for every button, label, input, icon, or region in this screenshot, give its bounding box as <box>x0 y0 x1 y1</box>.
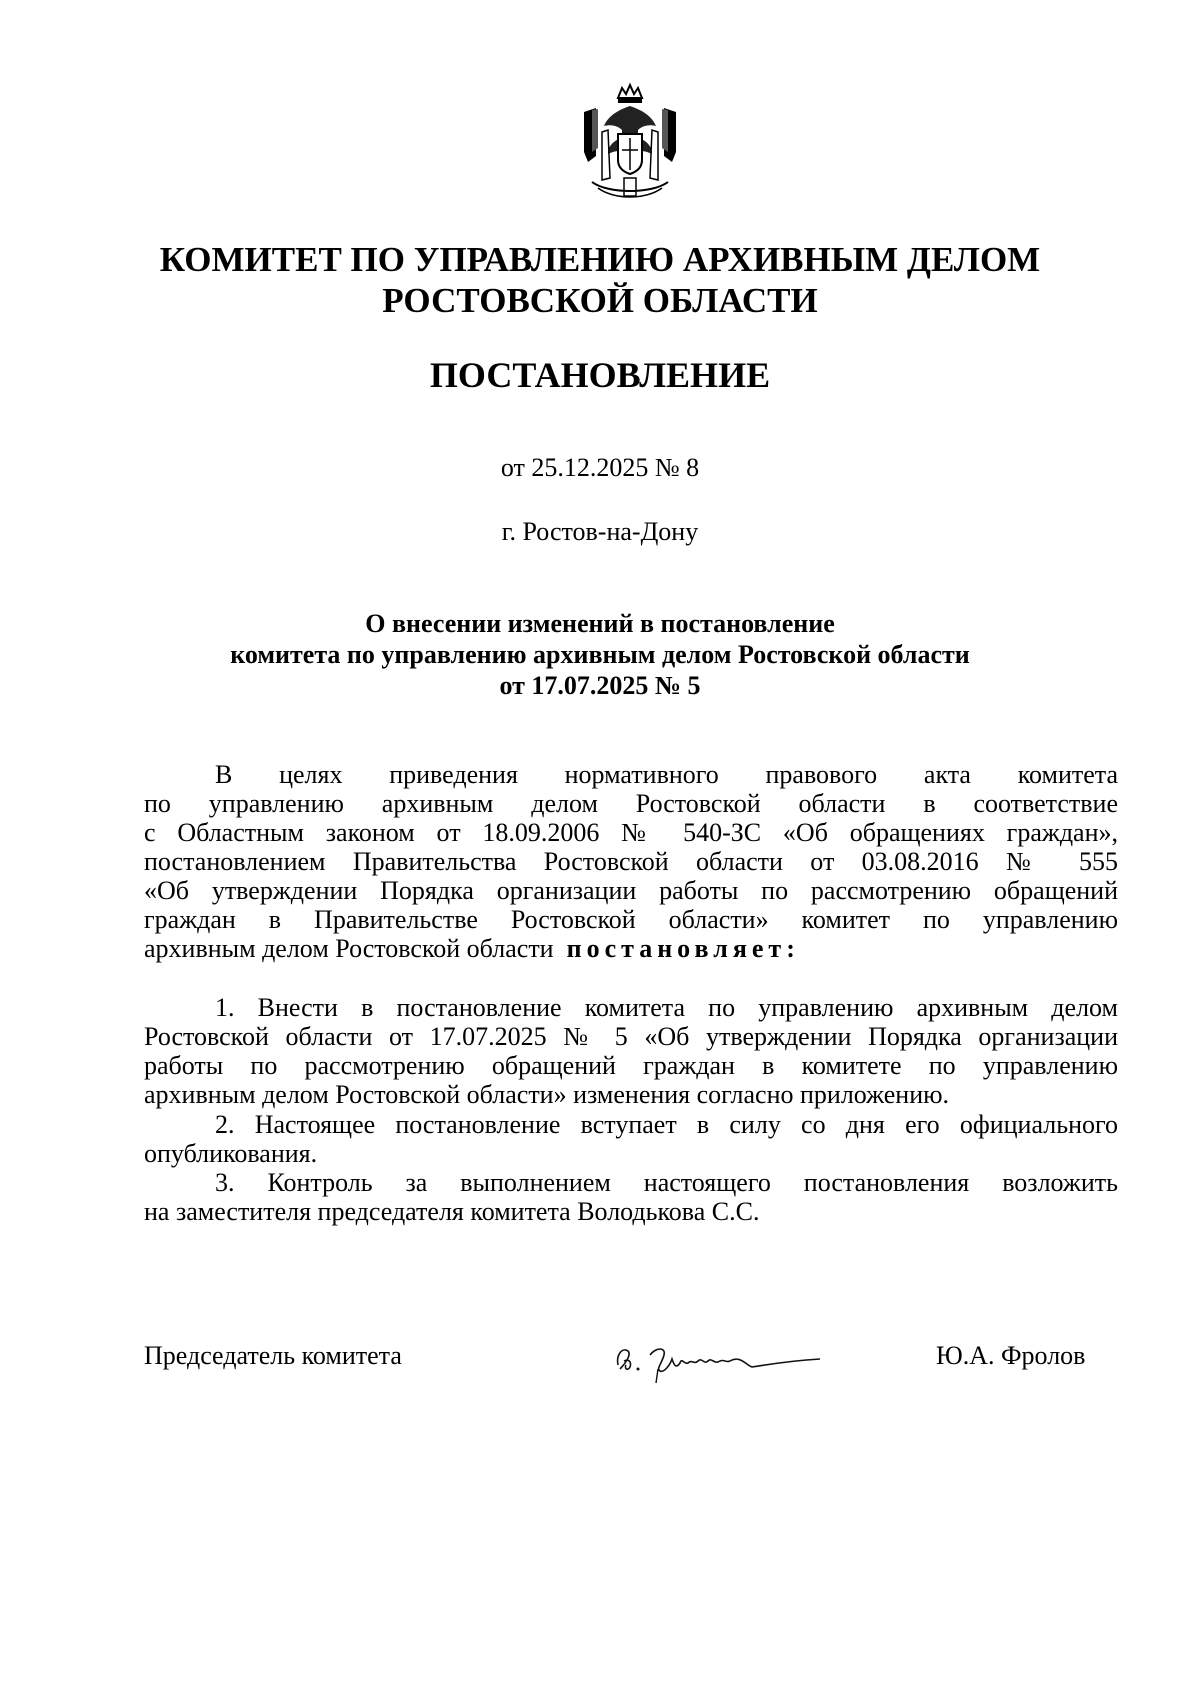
document-date-number: от 25.12.2025 № 8 <box>500 453 700 482</box>
preamble-line: граждан в Правительстве Ростовской области» комитет по управлению <box>144 905 1118 934</box>
signatory-position: Председатель комитета <box>144 1341 402 1370</box>
item-3-line: 3. Контроль за выполнением настоящего постановления возложить <box>215 1168 1118 1197</box>
decree-word: постановляет: <box>566 934 800 963</box>
preamble-line: архивным делом Ростовской области <box>144 934 554 963</box>
item-1-line: работы по рассмотрению обращений граждан в комитете по управлению <box>144 1051 1118 1080</box>
preamble-line: с Областным законом от 18.09.2006 № 540-ЗС «Об обращениях граждан», <box>144 818 1118 847</box>
item-1-line: архивным делом Ростовской области» изменения согласно приложению. <box>144 1080 950 1109</box>
subject-line-3: от 17.07.2025 № 5 <box>499 671 701 700</box>
signatory-name: Ю.А. Фролов <box>936 1341 1086 1370</box>
item-2-line: 2. Настоящее постановление вступает в силу со дня его официального <box>215 1110 1118 1139</box>
subject-line-1: О внесении изменений в постановление <box>365 609 835 638</box>
item-1-line: Ростовской области от 17.07.2025 № 5 «Об утверждении Порядка организации <box>144 1022 1118 1051</box>
handwritten-signature <box>610 1325 830 1385</box>
item-2-line: опубликования. <box>144 1139 318 1168</box>
preamble-line: постановлением Правительства Ростовской области от 03.08.2016 № 555 <box>144 847 1118 876</box>
preamble-last-line <box>144 934 1118 964</box>
item-3-line: на заместителя председателя комитета Володькова С.С. <box>144 1197 760 1226</box>
preamble-line: по управлению архивным делом Ростовской области в соответствие <box>144 789 1118 818</box>
item-1-line: 1. Внести в постановление комитета по управлению архивным делом <box>215 993 1118 1022</box>
committee-name-line-1: КОМИТЕТ ПО УПРАВЛЕНИЮ АРХИВНЫМ ДЕЛОМ <box>159 240 1041 279</box>
coat-of-arms-icon <box>578 82 682 206</box>
subject-line-2: комитета по управлению архивным делом Ростовской области <box>230 640 970 669</box>
preamble-line: «Об утверждении Порядка организации работы по рассмотрению обращений <box>144 876 1118 905</box>
document-city: г. Ростов-на-Дону <box>501 517 699 546</box>
committee-name-line-2: РОСТОВСКОЙ ОБЛАСТИ <box>382 281 818 320</box>
preamble-line: В целях приведения нормативного правового акта комитета <box>215 760 1118 789</box>
document-type-title: ПОСТАНОВЛЕНИЕ <box>429 355 771 395</box>
